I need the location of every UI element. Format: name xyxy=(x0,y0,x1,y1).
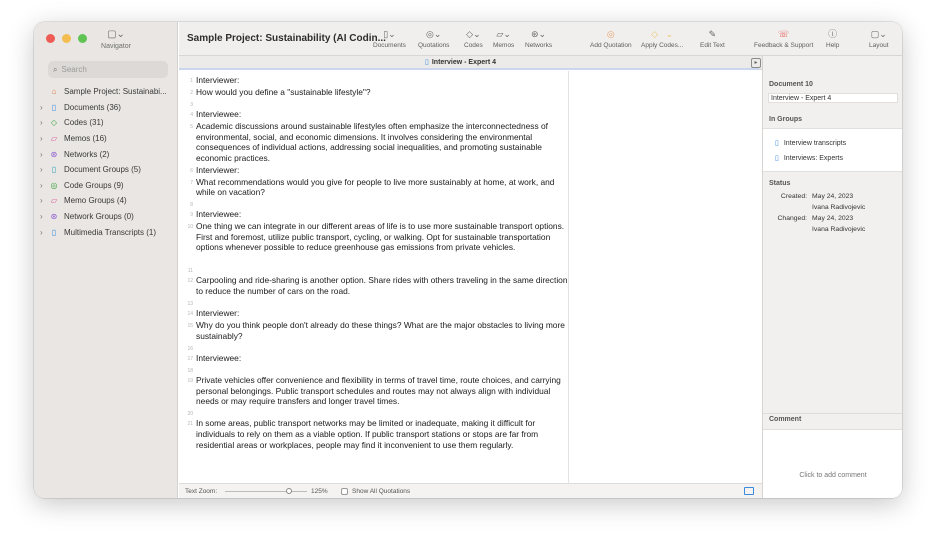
memos-label: Memos xyxy=(493,42,515,49)
tree-item-network-groups[interactable] xyxy=(40,209,173,225)
documents-button[interactable] xyxy=(373,29,406,49)
tree-item-label: Codes (31) xyxy=(64,118,104,128)
created-date: May 24, 2023 xyxy=(812,193,854,200)
created-label: Created: xyxy=(780,193,807,200)
line-number: 18 xyxy=(187,367,193,374)
line-text: Interviewee: xyxy=(196,209,242,220)
created-by: Ivana Radivojevic xyxy=(812,204,866,211)
comment-label: Comment xyxy=(769,416,802,423)
memo-group-icon: ▱ xyxy=(50,196,58,206)
quotation-icon: ◎⌄ xyxy=(426,29,442,39)
line-number: 15 xyxy=(187,323,193,329)
quotation-margin[interactable] xyxy=(568,71,762,483)
line-text: Academic discussions around sustainable lifestyles often emphasize the interconnectedness of environmental, social, and economic dimensions. It involves considering the environmental consequences of individual actions, addressing social inequalities, and promoting sustainable economic practices. xyxy=(196,121,548,163)
zoom-slider-handle[interactable] xyxy=(286,488,292,494)
minimize-window-button[interactable] xyxy=(62,34,71,43)
changed-by: Ivana Radivojevic xyxy=(812,226,866,233)
search-placeholder: Search xyxy=(61,65,87,74)
checkbox[interactable] xyxy=(341,488,348,495)
add-quotation-button[interactable] xyxy=(590,29,632,49)
line-number: 8 xyxy=(190,202,193,209)
line-number: 20 xyxy=(187,411,193,418)
networks-label: Networks xyxy=(525,42,553,49)
line-number: 19 xyxy=(187,378,193,384)
line-text: Interviewer: xyxy=(196,75,240,85)
network-icon: ⊛⌄ xyxy=(531,29,547,39)
code-group-icon: ◎ xyxy=(50,180,58,190)
comment-field[interactable] xyxy=(763,429,902,498)
inspector-toggle-button[interactable]: ▸ xyxy=(751,58,761,68)
tree-item-memos[interactable] xyxy=(40,131,173,147)
main-toolbar xyxy=(179,22,902,56)
tab-label: Interview - Expert 4 xyxy=(431,59,497,66)
document-group-icon: ▯ xyxy=(775,155,779,162)
memo-icon: ▱⌄ xyxy=(496,29,511,39)
line-text: Interviewer: xyxy=(196,164,240,175)
project-tree xyxy=(40,84,173,240)
line-text: Interviewer: xyxy=(196,308,240,319)
show-all-quotations-toggle[interactable] xyxy=(341,488,410,495)
tree-item-codes[interactable] xyxy=(40,115,173,131)
apply-codes-label: Apply Codes... xyxy=(641,42,684,49)
chevron-right-icon[interactable]: › xyxy=(40,149,43,159)
search-input[interactable] xyxy=(48,61,168,78)
apply-codes-button[interactable] xyxy=(641,29,683,49)
chevron-right-icon[interactable]: › xyxy=(40,180,43,190)
document-icon: ▯ xyxy=(425,59,429,66)
group-item[interactable] xyxy=(775,154,843,162)
document-name-field[interactable]: Interview - Expert 4 xyxy=(768,93,898,103)
feedback-button[interactable] xyxy=(754,29,813,49)
network-group-icon: ⊛ xyxy=(50,212,58,222)
line-text: One thing we can integrate in our different areas of life is to use more sustainable transport options. First and foremost, utilize public transport, cycling, or walking. Opt for sustainable transportation options whenever possible to reduce greenhouse gas emissions from private vehicles. xyxy=(196,221,565,253)
search-icon: ⌕ xyxy=(53,65,58,74)
line-number: 21 xyxy=(187,421,193,428)
chevron-right-icon[interactable]: › xyxy=(40,227,43,237)
inspector-title: Document 10 xyxy=(769,81,813,88)
quotations-label: Quotations xyxy=(418,42,450,49)
memo-icon: ▱ xyxy=(50,134,58,144)
active-tab-indicator xyxy=(179,68,759,70)
add-quotation-icon: ◎ xyxy=(606,29,615,39)
status-bar xyxy=(179,483,762,498)
line-text: Private vehicles offer convenience and flexibility in terms of travel time, route choices, and carrying personal belongings. Public transport schedules and routes may not always align with individual needs or may require transfers and longer travel times. xyxy=(196,375,561,407)
panel-icon[interactable] xyxy=(744,487,754,495)
window-controls xyxy=(46,34,87,43)
code-icon: ◇⌄ xyxy=(466,29,481,39)
line-number: 4 xyxy=(190,112,193,119)
navigator-label: Navigator xyxy=(101,43,131,50)
sidebar-icon: ▢⌄ xyxy=(107,29,125,40)
project-icon: ⌂ xyxy=(51,87,57,97)
app-window xyxy=(34,22,902,498)
tree-item-label: Networks (2) xyxy=(64,149,110,159)
navigator-sidebar xyxy=(34,22,178,498)
group-item[interactable] xyxy=(775,139,846,147)
tree-item-label: Multimedia Transcripts (1) xyxy=(64,227,157,237)
feedback-icon: ☏ xyxy=(778,29,790,39)
document-group-icon: ▯ xyxy=(775,140,779,147)
chevron-right-icon[interactable]: › xyxy=(40,102,43,112)
documents-label: Documents xyxy=(373,42,406,49)
in-groups-label: In Groups xyxy=(769,116,803,123)
navigator-toggle-button[interactable] xyxy=(96,30,136,50)
chevron-right-icon[interactable]: › xyxy=(40,212,43,222)
line-text: What recommendations would you give for people to live more sustainably at home, at work, and while on vacation? xyxy=(196,176,555,198)
edit-icon: ✎ xyxy=(708,29,717,39)
tree-item-multimedia-transcripts[interactable] xyxy=(40,224,173,240)
zoom-window-button[interactable] xyxy=(78,34,87,43)
line-text: Why do you think people don't already do these things? What are the major obstacles to living more sustainably? xyxy=(196,320,565,341)
groups-list xyxy=(763,128,902,172)
document-icon: ▯ xyxy=(51,102,57,112)
changed-label: Changed: xyxy=(777,215,807,222)
text-zoom-slider[interactable] xyxy=(225,491,307,492)
chevron-right-icon[interactable]: › xyxy=(40,118,43,128)
tree-item-networks[interactable] xyxy=(40,146,173,162)
line-number: 9 xyxy=(190,212,193,219)
network-icon: ⊛ xyxy=(50,149,58,159)
multimedia-icon: ▯ xyxy=(51,227,57,237)
codes-label: Codes xyxy=(464,42,483,49)
quotations-button[interactable] xyxy=(418,29,449,49)
edit-text-label: Edit Text xyxy=(700,42,725,49)
line-text: Interviewee: xyxy=(196,109,242,120)
help-button[interactable] xyxy=(826,29,839,49)
code-icon: ◇ xyxy=(50,118,58,128)
tree-item-label: Documents (36) xyxy=(64,102,121,112)
line-text: Interviewee: xyxy=(196,352,242,363)
line-number: 13 xyxy=(187,300,193,307)
document-group-icon: ▯ xyxy=(51,165,57,175)
line-number: 17 xyxy=(187,355,193,362)
status-label: Status xyxy=(769,180,791,187)
line-number: 16 xyxy=(187,345,193,352)
document-icon: ▯⌄ xyxy=(383,29,396,39)
layout-icon: ▢⌄ xyxy=(870,29,887,39)
show-all-quotations-label: Show All Quotations xyxy=(352,488,411,495)
edit-text-button[interactable] xyxy=(700,29,725,49)
text-zoom-label: Text Zoom: xyxy=(185,488,218,495)
codes-button[interactable] xyxy=(464,29,483,49)
tree-item-label: Document Groups (5) xyxy=(64,165,141,175)
tree-item-label: Sample Project: Sustainabi... xyxy=(64,87,167,97)
tree-item-code-groups[interactable] xyxy=(40,178,173,194)
tree-item-label: Memo Groups (4) xyxy=(64,196,127,206)
feedback-label: Feedback & Support xyxy=(754,42,814,49)
chevron-right-icon[interactable]: › xyxy=(40,196,43,206)
line-number: 11 xyxy=(187,268,193,274)
line-text: How would you define a "sustainable lifestyle"? xyxy=(196,86,371,97)
line-text: Carpooling and ride-sharing is another option. Share rides with others traveling in the same direction to reduce the number of cars on the road. xyxy=(196,275,568,296)
layout-button[interactable] xyxy=(869,29,889,49)
layout-label: Layout xyxy=(869,42,889,49)
comment-hint: Click to add comment xyxy=(799,472,867,479)
memos-button[interactable] xyxy=(493,29,514,49)
line-number: 14 xyxy=(187,311,193,318)
line-number: 6 xyxy=(190,167,193,174)
tree-item-label: Network Groups (0) xyxy=(64,212,134,222)
inspector-panel xyxy=(762,56,902,498)
line-text: In some areas, public transport networks may be limited or inadequate, making it difficult for individuals to rely on them as a viable option. If public transport stations or stops are far from residential areas or workplaces, people may find it inconvenient to use them regularly. xyxy=(196,418,539,450)
line-number: 5 xyxy=(190,124,193,130)
group-label: Interviews: Experts xyxy=(783,155,843,162)
help-icon: ⓘ xyxy=(828,29,838,39)
chevron-right-icon[interactable]: › xyxy=(40,134,43,144)
tree-item-label: Memos (16) xyxy=(64,134,107,144)
close-window-button[interactable] xyxy=(46,34,55,43)
divider xyxy=(763,413,902,414)
tree-item-project[interactable] xyxy=(40,84,173,100)
changed-date: May 24, 2023 xyxy=(812,215,854,222)
tree-item-memo-groups[interactable] xyxy=(40,193,173,209)
tab-interview-expert-4[interactable] xyxy=(425,58,496,66)
line-number: 3 xyxy=(190,101,193,108)
line-number: 7 xyxy=(190,179,193,186)
add-quotation-label: Add Quotation xyxy=(590,42,632,49)
tree-item-label: Code Groups (9) xyxy=(64,180,124,190)
document-editor[interactable] xyxy=(179,71,568,483)
chevron-right-icon[interactable]: › xyxy=(40,165,43,175)
tree-item-documents[interactable] xyxy=(40,100,173,116)
line-number: 10 xyxy=(187,224,193,231)
networks-button[interactable] xyxy=(525,29,552,49)
group-label: Interview transcripts xyxy=(783,140,847,147)
zoom-value: 125% xyxy=(311,488,328,495)
tree-item-document-groups[interactable] xyxy=(40,162,173,178)
help-label: Help xyxy=(826,42,840,49)
line-number: 12 xyxy=(187,278,193,285)
project-title: Sample Project: Sustainability (AI Codin... xyxy=(187,33,386,44)
apply-codes-icon: ◇ ⌄ xyxy=(651,29,674,39)
line-number: 2 xyxy=(190,89,193,96)
line-number: 1 xyxy=(190,78,193,84)
